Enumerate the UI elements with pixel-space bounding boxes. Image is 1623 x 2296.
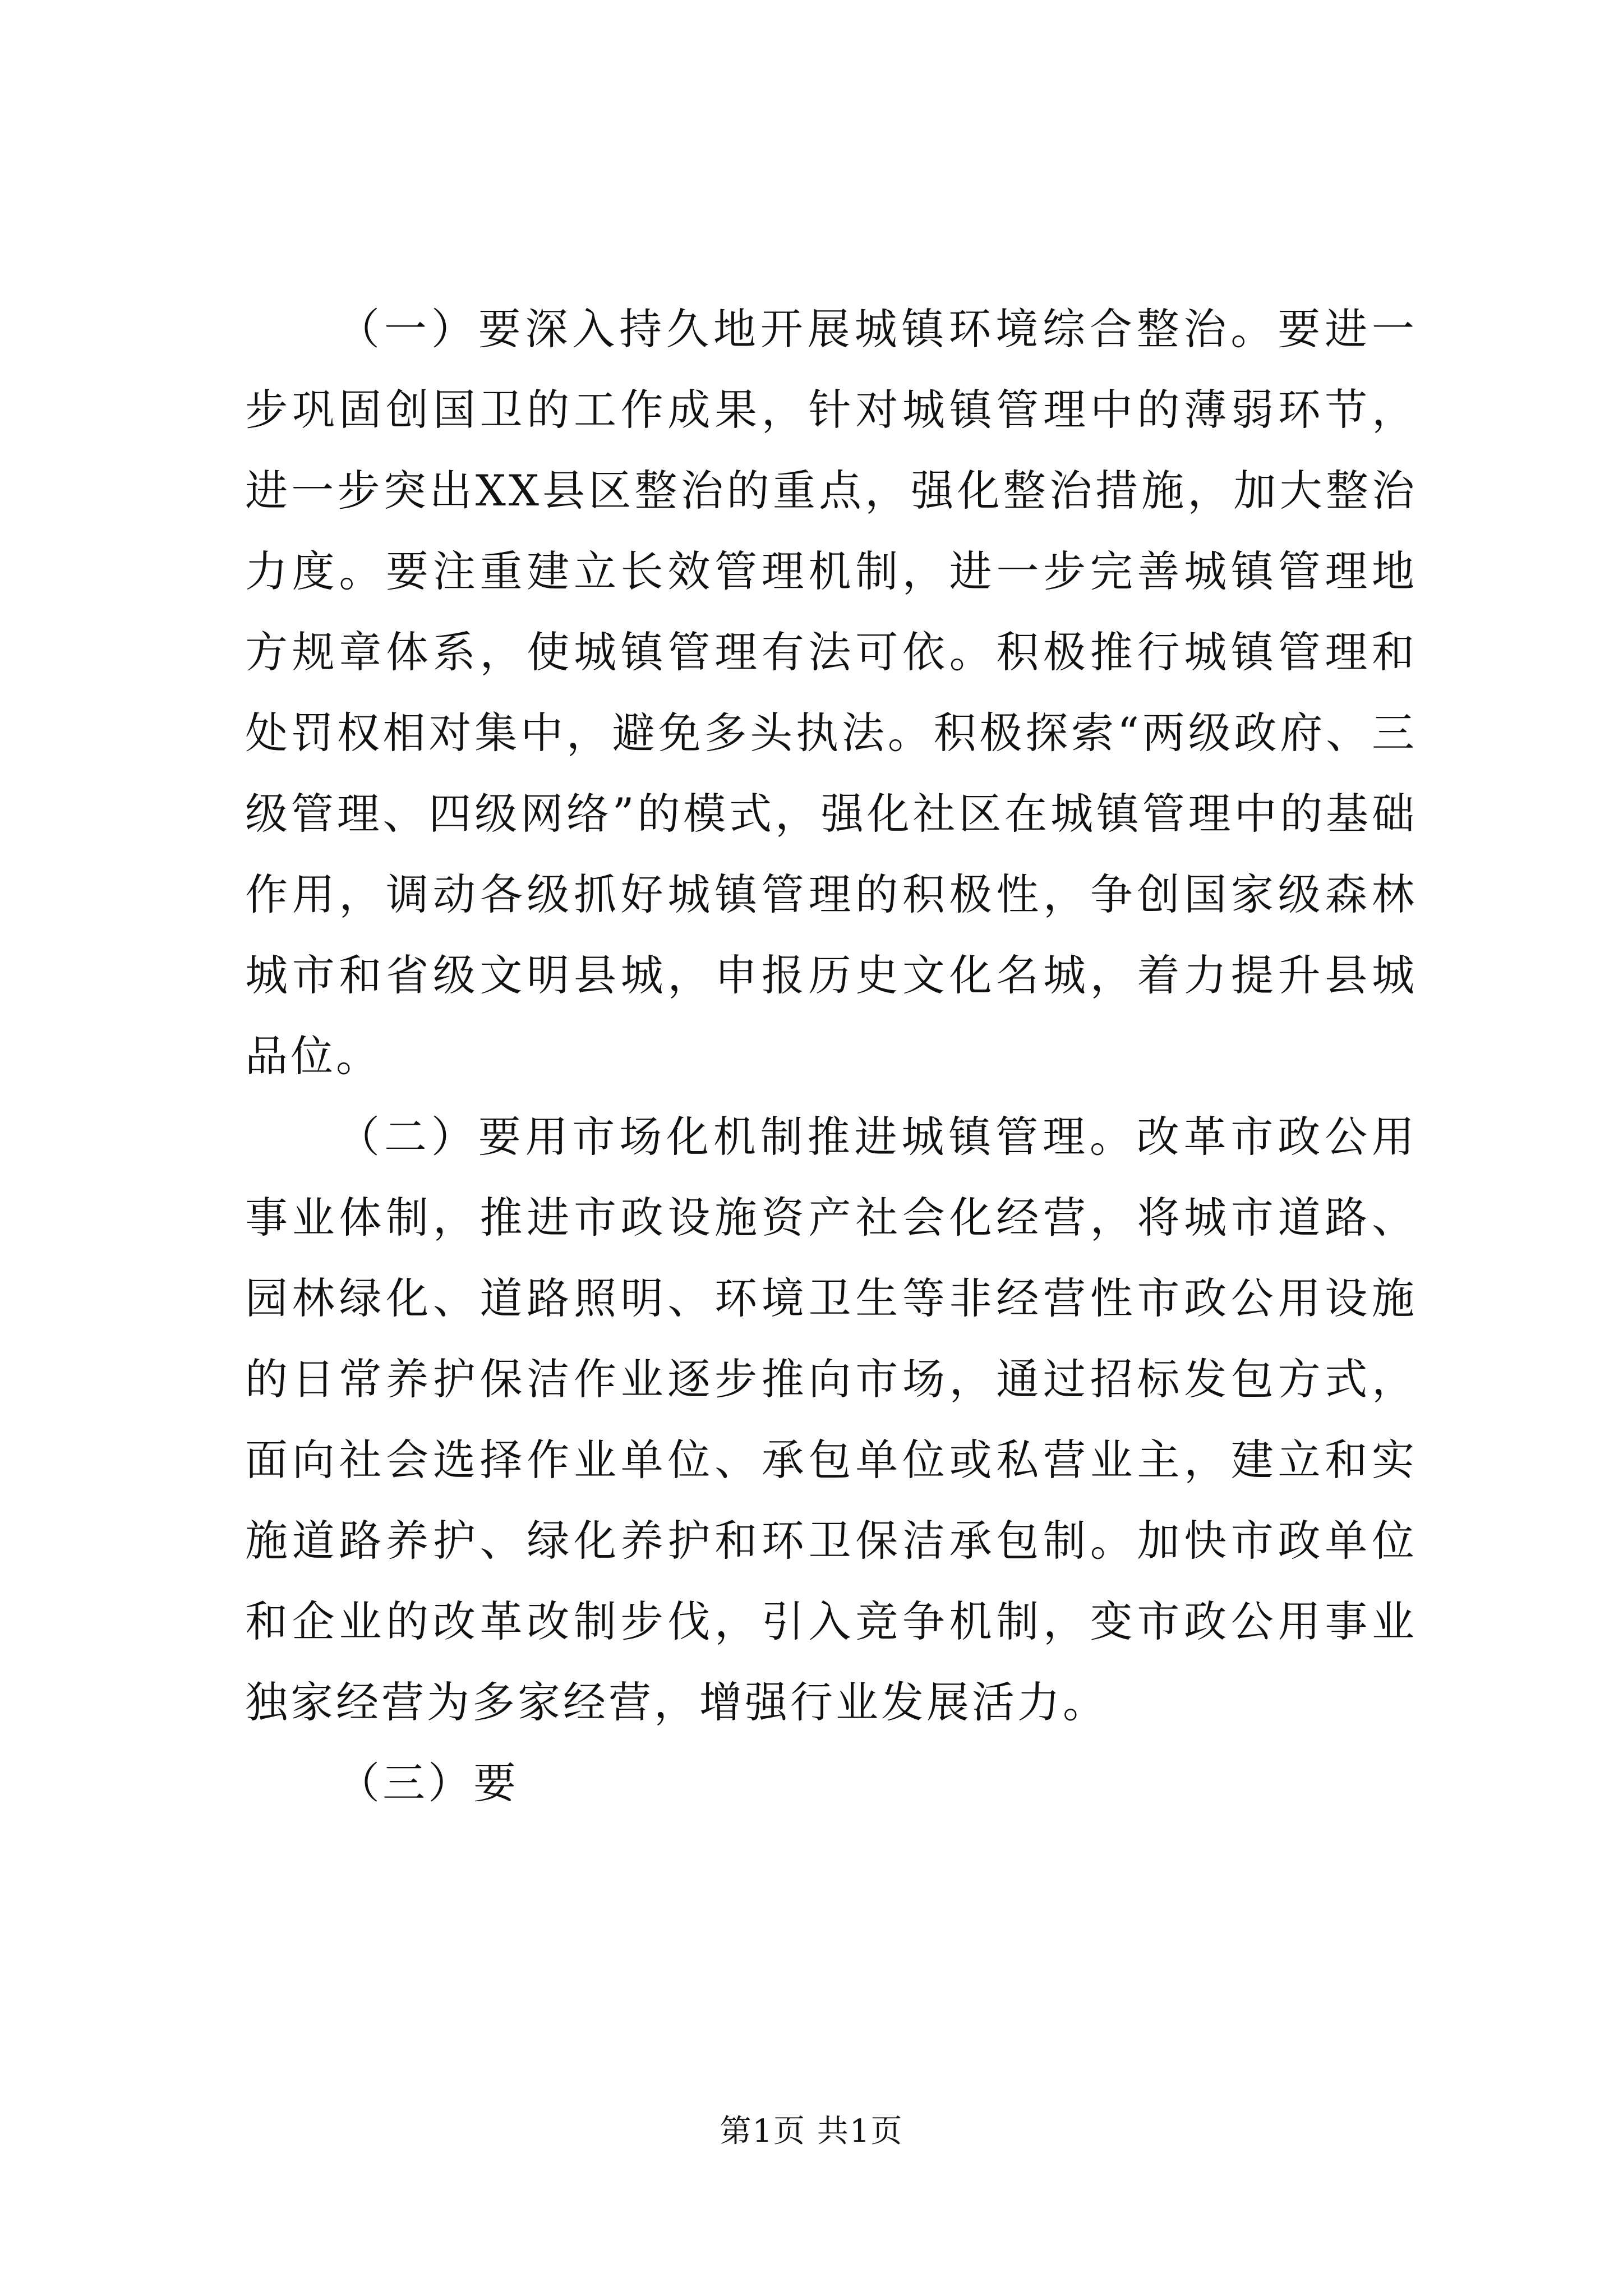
paragraph-1: （一）要深入持久地开展城镇环境综合整治。要进一步巩固创国卫的工作成果，针对城镇管理中的薄弱环节，进一步突出XX县区整治的重点，强化整治措施，加大整治力度。要注重建立长效管理机制，进一步完善城镇管理地方规章体系，使城镇管理有法可依。积极推行城镇管理和处罚权相对集中，避免多头执法。积极探索“两级政府、三级管理、四级网络”的模式，强化社区在城镇管理中的基础作用，调动各级抓好城镇管理的积极性，争创国家级森林城市和省级文明县城，申报历史文化名城，着力提升县城品位。	[245, 304, 1417, 1081]
paragraph-3: （三）要	[337, 1758, 519, 1808]
paragraph-2: （二）要用市场化机制推进城镇管理。改革市政公用事业体制，推进市政设施资产社会化经营，将城市道路、园林绿化、道路照明、环境卫生等非经营性市政公用设施的日常养护保洁作业逐步推向市场，通过招标发包方式，面向社会选择作业单位、承包单位或私营业主，建立和实施道路养护、绿化养护和环卫保洁承包制。加快市政单位和企业的改革改制步伐，引入竞争机制，变市政公用事业独家经营为多家经营，增强行业发展活力。	[245, 1112, 1417, 1727]
page-footer: 第1页 共1页	[720, 2113, 903, 2150]
document-body	[245, 289, 1417, 1824]
